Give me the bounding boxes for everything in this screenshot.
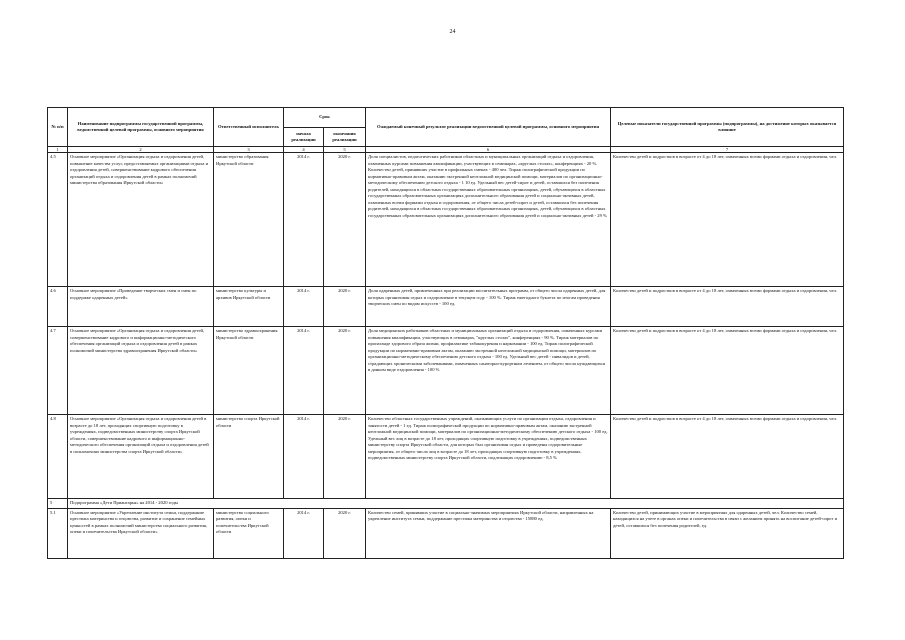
header-term: Срок (284, 108, 366, 128)
row-num: 5.1 (48, 508, 68, 558)
row-indicators: Количество детей и подростков в возрасте от 4 до 18 лет, охваченных всеми формами отдыха и оздоровления, чел. (611, 415, 844, 499)
row-name: Основное мероприятие «Организация отдыха и оздоровления детей в возрасте до 18 лет, проходящих спортивную подготовку в учреждениях, подведомственных министерству спорта Иркутской области, совершенствование кадрового и информационно-методического обеспечения организаций отдыха и оздоровления детей в полномочиях министерства спорта Иркутской области» (68, 415, 214, 499)
header-result: Ожидаемый конечный результат реализации ведомственной целевой программы, основного мероприятия (366, 108, 611, 147)
col-number: 2 (68, 147, 214, 153)
header-indicators: Целевые показатели государственной программы (подпрограммы), на достижение которых оказывается влияние (611, 108, 844, 147)
header-name: Наименование подпрограммы государственной программы, ведомственной целевой программы, основного мероприятия (68, 108, 214, 147)
subprogram-row (48, 499, 844, 509)
row-end: 2020 г. (324, 287, 366, 327)
row-indicators: Количество детей и подростков в возрасте от 4 до 18 лет, охваченных всеми формами отдыха и оздоровления, чел. (611, 153, 844, 287)
row-name: Основное мероприятие «Организация отдыха и оздоровления детей, совершенствование кадрового и информационно-методического обеспечения организаций отдыха и оздоровления детей в рамках полномочий министерства здравоохранения Иркутской области» (68, 327, 214, 415)
row-result: Доля одаренных детей, привлеченных при реализации воспитательных программ, от общего числа одаренных детей, для которых организован отдых и оздоровление в текущем году - 100 %. Тираж ежегодного буклета по итогам проведения творческих смен по видам искусств - 100 ед. (366, 287, 611, 327)
table-row (48, 508, 844, 558)
row-result: Доля специалистов, педагогических работников областных и муниципальных организаций отдыха и оздоровления, охваченных курсами повышения квалификации, участвующих в семинарах, «круглых столах», конференциях - 20 %. Количество детей, принявших участие в профильных сменах - 400 чел. Тираж полиграфической продукции по нормативно-правовым актам, оказанию экстренной неотложной медицинской помощи, материалов по организационно-методическому обеспечению детского отдыха - 1 10 ед. Удельный вес детей-сирот и детей, оставшихся без попечения родителей, находящихся в областных государственных образовательных организациях, детей, обучающихся в областных государственных образовательных организациях дополнительного образования детей и социально-активных детей, охваченных всеми формами отдыха и оздоровления, от общего числа детей-сирот и детей, оставшихся без попечения родителей, находящихся в областных государственных образовательных организациях, детей, обучающихся в областных государственных образовательных организациях дополнительного образования детей и социально-активных детей - 29 % (366, 153, 611, 287)
row-executor: министерство культуры и архивов Иркутской области (214, 287, 284, 327)
header-num: № п/п (48, 108, 68, 147)
col-number: 7 (611, 147, 844, 153)
row-start: 2014 г. (284, 287, 324, 327)
row-executor: министерство образования Иркутской области (214, 153, 284, 287)
row-end: 2020 г. (324, 153, 366, 287)
row-end: 2020 г. (324, 415, 366, 499)
row-indicators: Количество детей и подростков в возрасте от 4 до 18 лет, охваченных всеми формами отдыха и оздоровления, чел. (611, 327, 844, 415)
row-num: 4.6 (48, 287, 68, 327)
table-row (48, 153, 844, 287)
row-start: 2014 г. (284, 508, 324, 558)
col-number: 4 (284, 147, 324, 153)
row-executor: министерство спорта Иркутской области (214, 415, 284, 499)
table-row (48, 415, 844, 499)
subprogram-title: Подпрограмма «Дети Приангарья» на 2014 - 2020 годы (68, 499, 844, 509)
row-result: Доля медицинских работников областных и муниципальных организаций отдыха и оздоровления, охваченных курсами повышения квалификации, участвующих в семинарах, "круглых столах", конференциях - 90 %. Тираж материалов по пропаганде здорового образа жизни, профилактике табакокурения и наркомании - 100 ед. Тираж полиграфической продукции по нормативно-правовым актам, оказанию экстренной неотложной медицинской помощи, материалов по организационно-методическому обеспечению детского отдыха - 100 ед. Удельный вес детей - инвалидов и детей, страдающих хроническими заболеваниями, охваченных санаторно-курортным лечением, от общего числа нуждающихся в данном виде оздоровления - 100 % (366, 327, 611, 415)
header-term-end: окончания реализации (324, 128, 366, 147)
row-indicators: Количество детей и подростков в возрасте от 4 до 18 лет, охваченных всеми формами отдыха и оздоровления, чел. (611, 287, 844, 327)
col-number: 6 (366, 147, 611, 153)
row-num: 4.8 (48, 415, 68, 499)
header-executor: Ответственный исполнитель (214, 108, 284, 147)
row-start: 2014 г. (284, 415, 324, 499)
row-name: Основное мероприятие «Укрепление института семьи, поддержание престижа материнства и отцовства, развитие и сохранение семейных ценностей в рамках полномочий министерства социального развития, опеки и попечительства Иркутской области» (68, 508, 214, 558)
col-number: 5 (324, 147, 366, 153)
page-number: 24 (449, 29, 456, 35)
row-name: Основное мероприятие «Проведение творческих смен и смен по поддержке одаренных детей» (68, 287, 214, 327)
table-row (48, 327, 844, 415)
row-result: Количество областных государственных учреждений, оказывающих услуги по организации отдыха, оздоровления и занятости детей - 1 ед. Тираж полиграфической продукции по нормативно-правовым актам, оказанию экстренной неотложной медицинской помощи, материалов по организационно-методическому обеспечению детского отдыха - 100 ед. Удельный вес лиц в возрасте до 18 лет, проходящих спортивную подготовку в учреждениях, подведомственных министерству спорта Иркутской области, для которых был организован отдых и проведены оздоровительные мероприятия, от общего числа лиц в возрасте до 18 лет, проходящих спортивную подготовку в учреждениях, подведомственных министерству спорта Иркутской области, подлежащих оздоровлению - 8,5 % (366, 415, 611, 499)
col-number: 3 (214, 147, 284, 153)
row-start: 2014 г. (284, 327, 324, 415)
row-executor: министерство здравоохранения Иркутской области (214, 327, 284, 415)
program-table (47, 107, 844, 559)
subprogram-num: 5 (48, 499, 68, 509)
row-result: Количество семей, принявших участие в социально-значимых мероприятиях Иркутской области, направленных на укрепление института семьи, поддержание престижа материнства и отцовства - 15880 ед. (366, 508, 611, 558)
col-number: 1 (48, 147, 68, 153)
row-end: 2020 г. (324, 508, 366, 558)
row-name: Основное мероприятие «Организация отдыха и оздоровления детей, повышение качества услуг, предоставляемых организациями отдыха и оздоровления детей, совершенствование кадрового обеспечения организаций отдыха и оздоровления детей в рамках полномочий министерства образования Иркутской области» (68, 153, 214, 287)
row-end: 2020 г. (324, 327, 366, 415)
row-num: 4.7 (48, 327, 68, 415)
row-executor: министерство социального развития, опеки и попечительства Иркутской области (214, 508, 284, 558)
row-num: 4.5 (48, 153, 68, 287)
row-start: 2014 г. (284, 153, 324, 287)
row-indicators: Количество детей, принимающих участие в мероприятиях для одаренных детей, чел. Количество семей, находящихся на учете в органах опеки и попечительства в связи с желанием принять на воспитание детей-сирот и детей, оставшихся без попечения родителей, ед. (611, 508, 844, 558)
table-row (48, 287, 844, 327)
header-term-start: начала реализации (284, 128, 324, 147)
